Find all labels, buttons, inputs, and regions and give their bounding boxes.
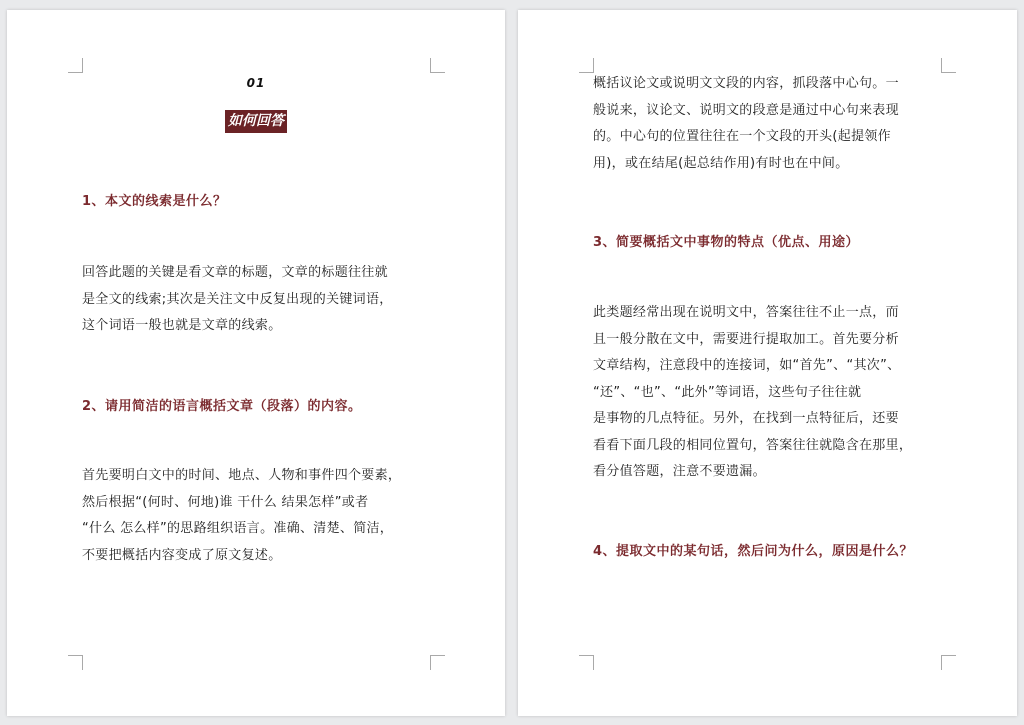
answer-line: 是事物的几点特征。另外，在找到一点特征后，还要 [593,411,899,426]
section-number: 01 [246,76,266,90]
document-page-right [518,10,1017,716]
paragraph-line: 般说来，议论文、说明文的段意是通过中心句来表现 [593,102,899,118]
question-3-answer [593,300,912,486]
answer-line: 看分值答题，注意不要遗漏。 [593,464,766,479]
question-2-answer [82,463,401,569]
question-3-heading: 3、简要概括文中事物的特点（优点、用途） [593,235,860,250]
answer-line: “什么 怎么样”的思路组织语言。准确、清楚、简洁， [82,521,394,536]
crop-mark-top-left [68,58,83,73]
answer-line: 此类题经常出现在说明文中，答案往往不止一点，而 [593,305,899,320]
document-page-left [7,10,505,716]
paragraph-line: 的。中心句的位置往往在一个文段的开头(起提领作 [593,129,891,144]
crop-mark-top-right [430,58,445,73]
question-1-answer [82,260,393,340]
crop-mark-top-left [579,58,594,73]
continued-paragraph [593,71,899,177]
answer-line: 首先要明白文中的时间、地点、人物和事件四个要素， [82,468,402,483]
answer-line: 是全文的线索;其次是关注文中反复出现的关键词语， [82,291,393,307]
paragraph-line: 用)，或在结尾(起总结作用)有时也在中间。 [593,155,849,171]
answer-line: “还”、“也”、“此外”等词语，这些句子往往就 [593,384,862,400]
question-4-heading: 4、提取文中的某句话，然后问为什么，原因是什么？ [593,544,914,559]
answer-line: 看看下面几段的相同位置句，答案往往就隐含在那里， [593,437,913,453]
answer-line: 不要把概括内容变成了原文复述。 [82,547,282,563]
answer-line: 然后根据“(何时、何地)谁 干什么 结果怎样”或者 [82,494,369,510]
crop-mark-bottom-left [579,655,594,670]
paragraph-line: 概括议论文或说明文文段的内容，抓段落中心句。一 [593,76,899,91]
question-1-heading: 1、本文的线索是什么？ [82,194,227,209]
question-2-heading: 2、请用简洁的语言概括文章（段落）的内容。 [82,399,362,414]
answer-line: 且一般分散在文中，需要进行提取加工。首先要分析 [593,331,899,347]
crop-mark-top-right [941,58,956,73]
section-title-badge: 如何回答 [225,110,287,133]
answer-line: 文章结构，注意段中的连接词，如“首先”、“其次”、 [593,358,901,373]
crop-mark-bottom-right [941,655,956,670]
answer-line: 回答此题的关键是看文章的标题，文章的标题往往就 [82,265,388,280]
crop-mark-bottom-right [430,655,445,670]
crop-mark-bottom-left [68,655,83,670]
answer-line: 这个词语一般也就是文章的线索。 [82,318,282,333]
